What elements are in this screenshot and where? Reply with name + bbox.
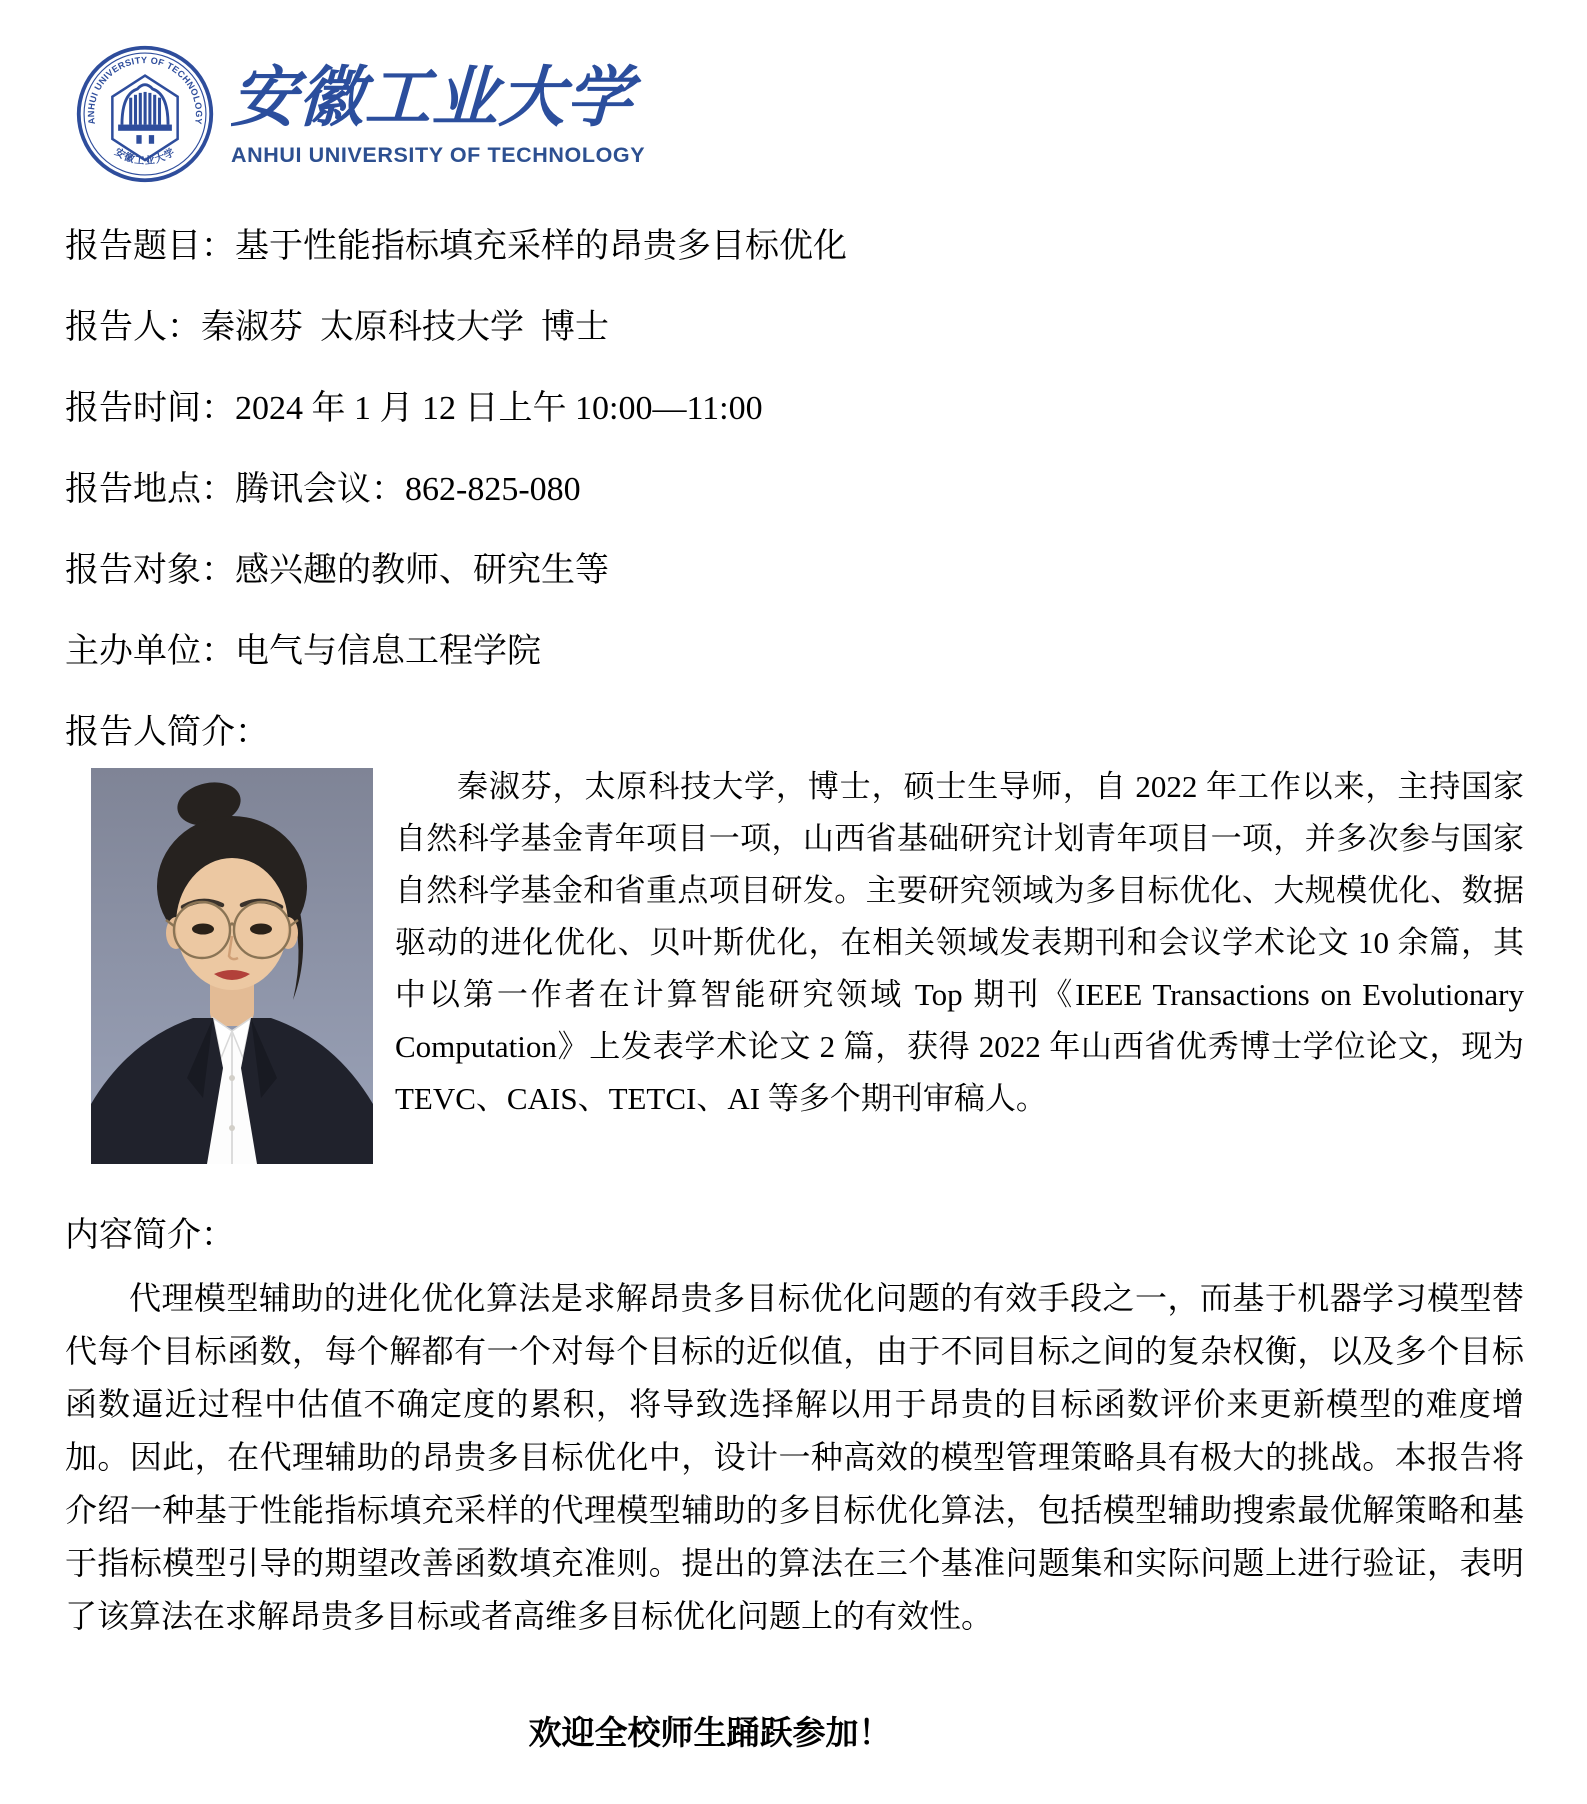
- audience-line: 报告对象：感兴趣的教师、研究生等: [65, 552, 609, 589]
- seal-gate-icon: [118, 85, 172, 144]
- speaker-photo: [91, 768, 373, 1164]
- report-title-line: 报告题目：基于性能指标填充采样的昂贵多目标优化: [65, 228, 847, 265]
- organizer-line: 主办单位：电气与信息工程学院: [65, 633, 541, 670]
- time-line: 报告时间：2024 年 1 月 12 日上午 10:00—11:00: [65, 390, 763, 427]
- university-logo-block: [73, 40, 645, 188]
- location-line: 报告地点：腾讯会议：862-825-080: [65, 471, 581, 508]
- seal-arc-text-cn: 安徽工业大学: [112, 146, 178, 168]
- closing-invitation: 欢迎全校师生踊跃参加！: [528, 1716, 892, 1752]
- university-name-en: ANHUI UNIVERSITY OF TECHNOLOGY: [231, 143, 646, 167]
- content-paragraph: 代理模型辅助的进化优化算法是求解昂贵多目标优化问题的有效手段之一，而基于机器学习模型替代每个目标函数，每个解都有一个对每个目标的近似值，由于不同目标之间的复杂权衡，以及多个目标函数逼近过程中估值不确定度的累积，将导致选择解以用于昂贵的目标函数评价来更新模型的难度增加。因此，在代理辅助的昂贵多目标优化中，设计一种高效的模型管理策略具有极大的挑战。本报告将介绍一种基于性能指标填充采样的代理模型辅助的多目标优化算法，包括模型辅助搜索最优解策略和基于指标模型引导的期望改善函数填充准则。提出的算法在三个基准问题集和实际问题上进行验证，表明了该算法在求解昂贵多目标或者高维多目标优化问题上的有效性。: [65, 1280, 1524, 1634]
- content-heading: 内容简介：: [65, 1217, 235, 1254]
- university-name-cn: 安徽工业大学: [229, 62, 635, 135]
- svg-text:安徽工业大学: [112, 145, 177, 167]
- seminar-info-list: [65, 227, 1525, 753]
- university-seal-icon: [73, 40, 217, 188]
- speaker-line: 报告人：秦淑芬 太原科技大学 博士: [65, 309, 609, 346]
- seal-arc-text-en: ANHUI UNIVERSITY OF TECHNOLOGY: [86, 55, 204, 126]
- university-wordmark: [231, 60, 645, 168]
- bio-heading: 报告人简介：: [65, 714, 269, 751]
- speaker-bio-section: [91, 768, 1524, 1164]
- speaker-bio-text: 秦淑芬，太原科技大学，博士，硕士生导师，自 2022 年工作以来，主持国家自然科学基金青年项目一项，山西省基础研究计划青年项目一项，并多次参与国家自然科学基金和省重点项目研发。主要研究领域为多目标优化、大规模优化、数据驱动的进化优化、贝叶斯优化，在相关领域发表期刊和会议学术论文 10 余篇，其中以第一作者在计算智能研究领域 Top 期刊《IEEE Transactions on Evolutionary Computation》上发表学术论文 2 篇，获得 2022 年山西省优秀博士学位论文，现为 TEVC、CAIS、TETCI、AI 等多个期刊审稿人。: [395, 769, 1524, 1116]
